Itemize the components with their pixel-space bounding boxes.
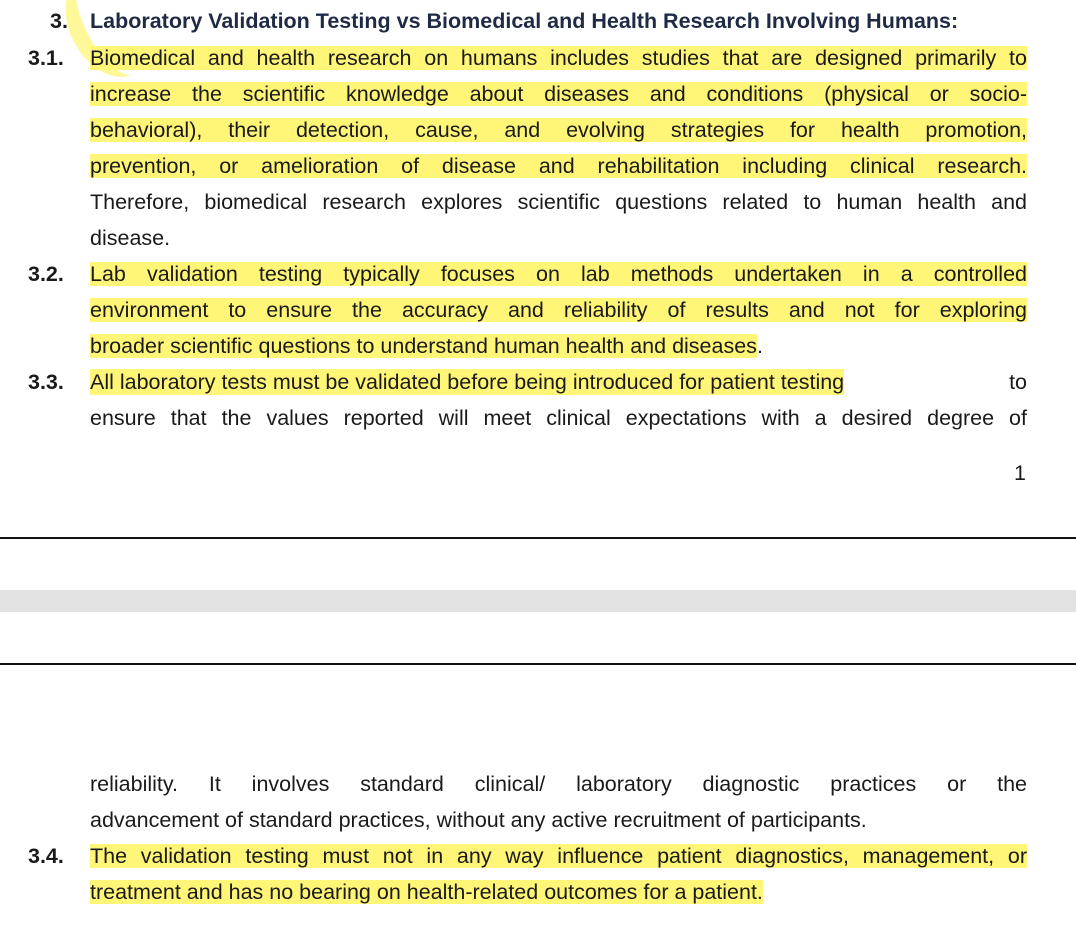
paragraph-line: The validation testing must not in any way influence patient diagnostics, management, or	[90, 844, 1027, 868]
paragraph-line: broader scientific questions to understand human health and diseases.	[90, 334, 763, 358]
item-number-3-4: 3.4.	[28, 844, 64, 868]
section-number: 3.	[50, 9, 68, 33]
paragraph-line: ensure that the values reported will meet clinical expectations with a desired degree of	[90, 406, 1027, 430]
page-footer-rule	[0, 537, 1076, 539]
paragraph-line: behavioral), their detection, cause, and evolving strategies for health promotion,	[90, 118, 1027, 142]
paragraph-line: All laboratory tests must be validated before being introduced for patient testing to	[90, 370, 1027, 394]
page-separator	[0, 590, 1076, 612]
paragraph-line: increase the scientific knowledge about diseases and conditions (physical or socio-	[90, 82, 1027, 106]
item-number-3-1: 3.1.	[28, 46, 64, 70]
paragraph-line: environment to ensure the accuracy and reliability of results and not for exploring	[90, 298, 1027, 322]
paragraph-line: advancement of standard practices, without any active recruitment of participants.	[90, 808, 867, 832]
section-title: Laboratory Validation Testing vs Biomedical and Health Research Involving Humans:	[90, 9, 959, 33]
item-number-3-3: 3.3.	[28, 370, 64, 394]
item-number-3-2: 3.2.	[28, 262, 64, 286]
paragraph-line: disease.	[90, 226, 171, 250]
paragraph-line: Therefore, biomedical research explores scientific questions related to human health and	[90, 190, 1027, 214]
paragraph-line: Lab validation testing typically focuses on lab methods undertaken in a controlled	[90, 262, 1027, 286]
paragraph-line: treatment and has no bearing on health-related outcomes for a patient.	[90, 880, 763, 904]
paragraph-line: prevention, or amelioration of disease and rehabilitation including clinical research.	[90, 154, 1027, 178]
paragraph-line: reliability. It involves standard clinical/ laboratory diagnostic practices or the	[90, 772, 1027, 796]
paragraph-line: Biomedical and health research on humans includes studies that are designed primarily to	[90, 46, 1027, 70]
page-header-rule	[0, 663, 1076, 665]
page-number: 1	[1014, 461, 1026, 485]
